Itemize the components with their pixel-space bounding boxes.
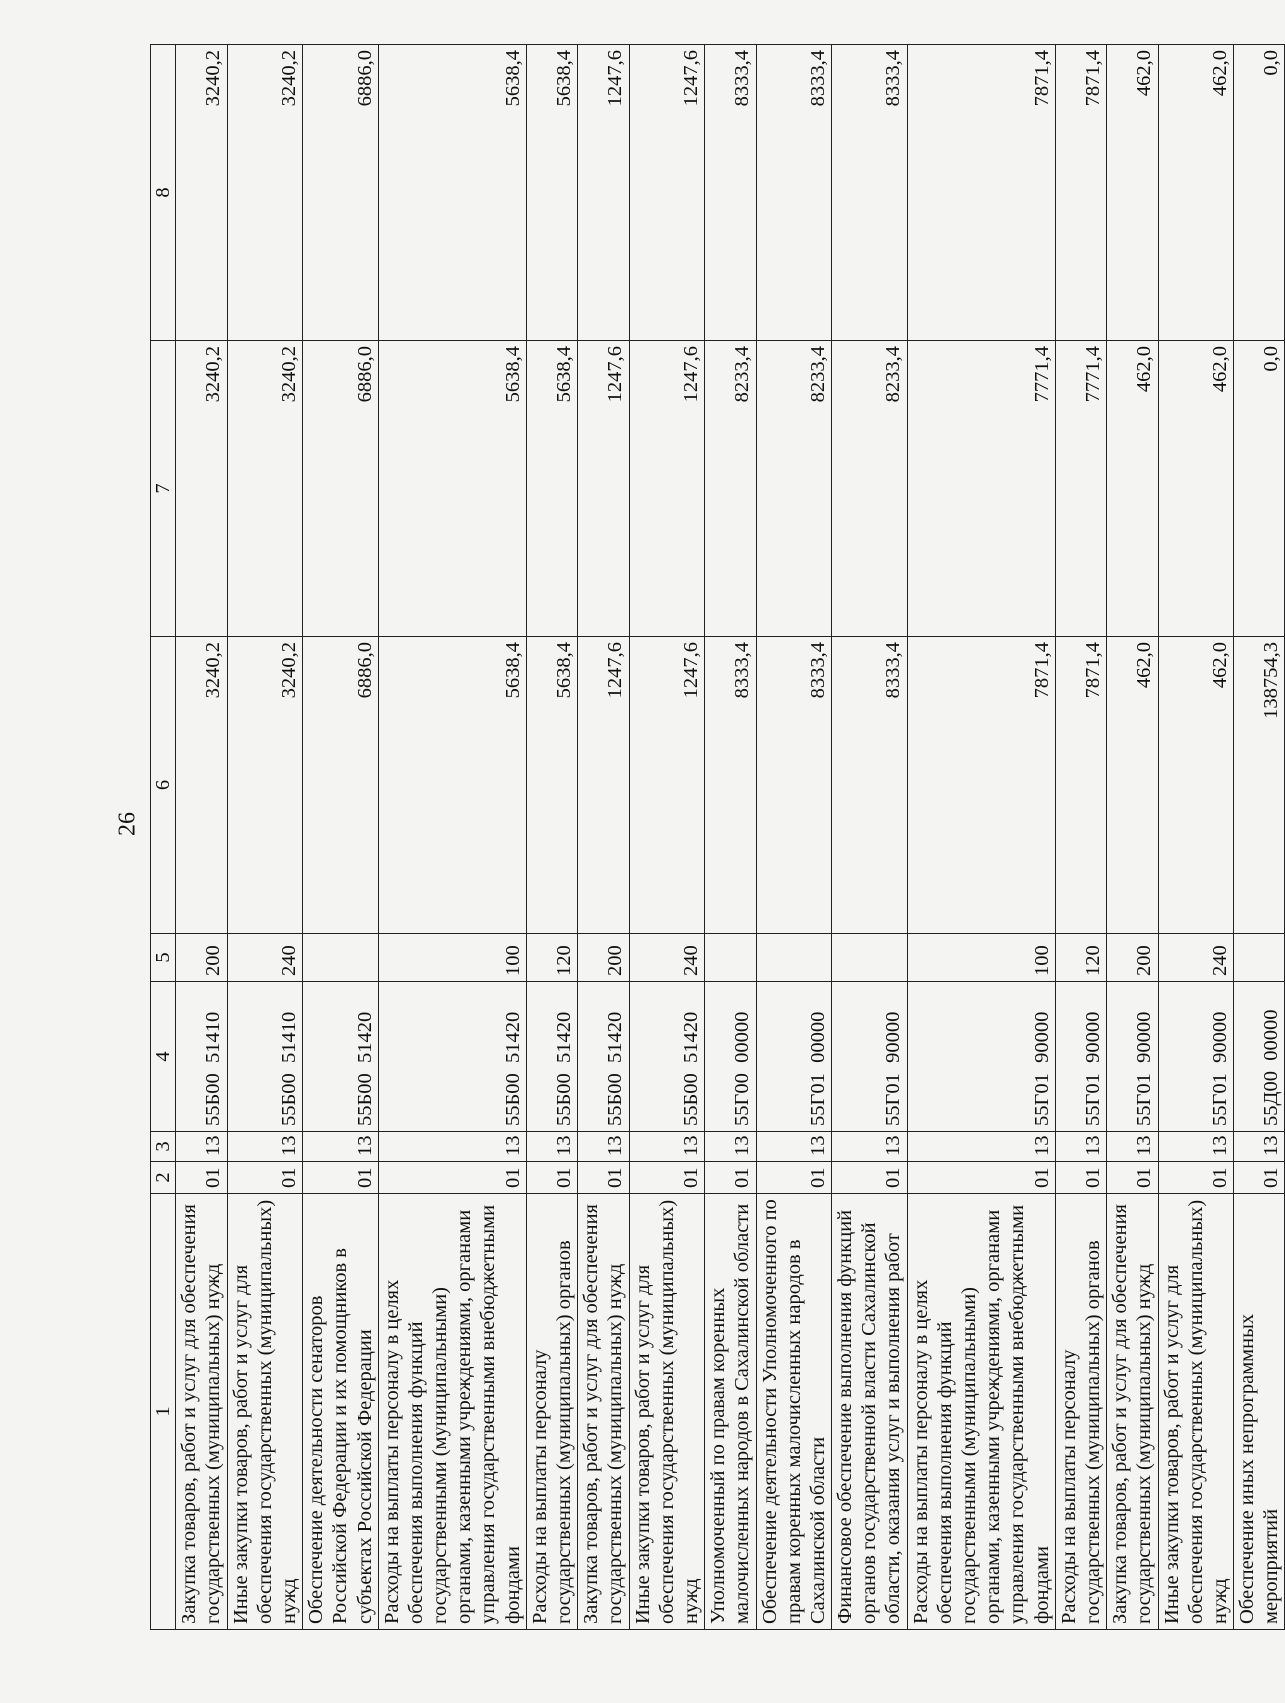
amount-col8-cell: 462,0 — [1158, 45, 1234, 341]
target-article-cell: 55Г01 90000 — [832, 982, 908, 1132]
table-row — [578, 45, 629, 1630]
column-header: 5 — [151, 934, 176, 982]
section-code-cell: 01 — [756, 1162, 832, 1194]
expense-type-cell: 200 — [176, 934, 227, 982]
row-name-cell: Уполномоченный по правам коренных малочисленных народов в Сахалинской области — [705, 1194, 756, 1630]
section-code-cell: 01 — [303, 1162, 379, 1194]
amount-col6-cell: 462,0 — [1107, 637, 1158, 934]
expense-type-cell: 100 — [378, 934, 526, 982]
table-row — [1234, 45, 1285, 1630]
amount-col8-cell: 7871,4 — [1055, 45, 1106, 341]
expense-type-cell — [705, 934, 756, 982]
target-article-cell: 55Б00 51420 — [526, 982, 577, 1132]
column-header: 1 — [151, 1194, 176, 1630]
column-header: 3 — [151, 1132, 176, 1162]
amount-col8-cell: 1247,6 — [578, 45, 629, 341]
section-code-cell: 01 — [832, 1162, 908, 1194]
amount-col6-cell: 7871,4 — [1055, 637, 1106, 934]
expense-type-cell — [756, 934, 832, 982]
table-row — [303, 45, 379, 1630]
amount-col7-cell: 3240,2 — [227, 341, 303, 637]
row-name-cell: Обеспечение иных непрограммных мероприятий — [1234, 1194, 1285, 1630]
amount-col8-cell: 462,0 — [1107, 45, 1158, 341]
amount-col6-cell: 3240,2 — [176, 637, 227, 934]
row-name-cell: Расходы на выплаты персоналу государственных (муниципальных) органов — [526, 1194, 577, 1630]
amount-col6-cell: 1247,6 — [578, 637, 629, 934]
table-row — [378, 45, 526, 1630]
section-code-cell: 01 — [705, 1162, 756, 1194]
expense-type-cell: 240 — [227, 934, 303, 982]
amount-col7-cell: 6886,0 — [303, 341, 379, 637]
subsection-code-cell: 13 — [227, 1132, 303, 1162]
subsection-code-cell: 13 — [526, 1132, 577, 1162]
amount-col7-cell: 1247,6 — [578, 341, 629, 637]
table-row — [176, 45, 227, 1630]
subsection-code-cell: 13 — [378, 1132, 526, 1162]
row-name-cell: Расходы на выплаты персоналу государственных (муниципальных) органов — [1055, 1194, 1106, 1630]
table-row — [832, 45, 908, 1630]
section-code-cell: 01 — [378, 1162, 526, 1194]
section-code-cell: 01 — [227, 1162, 303, 1194]
expense-type-cell: 120 — [526, 934, 577, 982]
amount-col6-cell: 8333,4 — [756, 637, 832, 934]
table-row — [629, 45, 705, 1630]
table-body — [176, 45, 1285, 1630]
amount-col7-cell: 5638,4 — [526, 341, 577, 637]
subsection-code-cell: 13 — [705, 1132, 756, 1162]
amount-col8-cell: 1247,6 — [629, 45, 705, 341]
target-article-cell: 55Б00 51420 — [303, 982, 379, 1132]
subsection-code-cell: 13 — [1234, 1132, 1285, 1162]
page-number: 26 — [114, 812, 141, 836]
target-article-cell: 55Г01 90000 — [907, 982, 1055, 1132]
section-code-cell: 01 — [1158, 1162, 1234, 1194]
target-article-cell: 55Г01 00000 — [756, 982, 832, 1132]
table-row — [1158, 45, 1234, 1630]
amount-col6-cell: 5638,4 — [526, 637, 577, 934]
subsection-code-cell: 13 — [756, 1132, 832, 1162]
expense-type-cell: 100 — [907, 934, 1055, 982]
target-article-cell: 55Г00 00000 — [705, 982, 756, 1132]
expense-type-cell: 240 — [629, 934, 705, 982]
table-row — [705, 45, 756, 1630]
amount-col8-cell: 0,0 — [1234, 45, 1285, 341]
amount-col7-cell: 462,0 — [1107, 341, 1158, 637]
amount-col6-cell: 462,0 — [1158, 637, 1234, 934]
amount-col7-cell: 8233,4 — [756, 341, 832, 637]
table-row — [907, 45, 1055, 1630]
amount-col7-cell: 8233,4 — [705, 341, 756, 637]
section-code-cell: 01 — [578, 1162, 629, 1194]
amount-col8-cell: 5638,4 — [526, 45, 577, 341]
amount-col7-cell: 5638,4 — [378, 341, 526, 637]
amount-col7-cell: 3240,2 — [176, 341, 227, 637]
row-name-cell: Расходы на выплаты персоналу в целях обеспечения выполнения функций государственными (муниципальными) органами, казенными учреждениями, органами управления государственными внебюджетными фондами — [378, 1194, 526, 1630]
amount-col8-cell: 6886,0 — [303, 45, 379, 341]
expense-type-cell: 200 — [1107, 934, 1158, 982]
row-name-cell: Закупка товаров, работ и услуг для обеспечения государственных (муниципальных) нужд — [1107, 1194, 1158, 1630]
column-header: 2 — [151, 1162, 176, 1194]
table-row — [227, 45, 303, 1630]
target-article-cell: 55Б00 51420 — [578, 982, 629, 1132]
section-code-cell: 01 — [629, 1162, 705, 1194]
target-article-cell: 55Д00 00000 — [1234, 982, 1285, 1132]
subsection-code-cell: 13 — [1055, 1132, 1106, 1162]
amount-col7-cell: 462,0 — [1158, 341, 1234, 637]
table-row — [756, 45, 832, 1630]
target-article-cell: 55Г01 90000 — [1107, 982, 1158, 1132]
budget-table — [150, 44, 1285, 1630]
row-name-cell: Закупка товаров, работ и услуг для обеспечения государственных (муниципальных) нужд — [176, 1194, 227, 1630]
target-article-cell: 55Г01 90000 — [1158, 982, 1234, 1132]
amount-col8-cell: 8333,4 — [756, 45, 832, 341]
section-code-cell: 01 — [1055, 1162, 1106, 1194]
amount-col8-cell: 8333,4 — [832, 45, 908, 341]
amount-col8-cell: 3240,2 — [227, 45, 303, 341]
section-code-cell: 01 — [176, 1162, 227, 1194]
amount-col7-cell: 7771,4 — [907, 341, 1055, 637]
target-article-cell: 55Б00 51410 — [227, 982, 303, 1132]
amount-col7-cell: 0,0 — [1234, 341, 1285, 637]
expense-type-cell — [303, 934, 379, 982]
amount-col8-cell: 7871,4 — [907, 45, 1055, 341]
expense-type-cell: 240 — [1158, 934, 1234, 982]
target-article-cell: 55Г01 90000 — [1055, 982, 1106, 1132]
table-row — [526, 45, 577, 1630]
row-name-cell: Обеспечение деятельности Уполномоченного по правам коренных малочисленных народов в Сахалинской области — [756, 1194, 832, 1630]
expense-type-cell — [1234, 934, 1285, 982]
column-header: 4 — [151, 982, 176, 1132]
section-code-cell: 01 — [1107, 1162, 1158, 1194]
amount-col6-cell: 5638,4 — [378, 637, 526, 934]
table-row — [1055, 45, 1106, 1630]
amount-col6-cell: 7871,4 — [907, 637, 1055, 934]
target-article-cell: 55Б00 51420 — [378, 982, 526, 1132]
subsection-code-cell: 13 — [1158, 1132, 1234, 1162]
section-code-cell: 01 — [1234, 1162, 1285, 1194]
amount-col6-cell: 6886,0 — [303, 637, 379, 934]
target-article-cell: 55Б00 51410 — [176, 982, 227, 1132]
subsection-code-cell: 13 — [578, 1132, 629, 1162]
subsection-code-cell: 13 — [907, 1132, 1055, 1162]
row-name-cell: Обеспечение деятельности сенаторов Российской Федерации и их помощников в субъектах Российской Федерации — [303, 1194, 379, 1630]
rotated-page-content — [150, 45, 1283, 1630]
amount-col7-cell: 8233,4 — [832, 341, 908, 637]
table-row — [1107, 45, 1158, 1630]
amount-col6-cell: 138754,3 — [1234, 637, 1285, 934]
column-header: 7 — [151, 341, 176, 637]
row-name-cell: Закупка товаров, работ и услуг для обеспечения государственных (муниципальных) нужд — [578, 1194, 629, 1630]
amount-col8-cell: 3240,2 — [176, 45, 227, 341]
amount-col6-cell: 8333,4 — [705, 637, 756, 934]
subsection-code-cell: 13 — [176, 1132, 227, 1162]
subsection-code-cell: 13 — [1107, 1132, 1158, 1162]
target-article-cell: 55Б00 51420 — [629, 982, 705, 1132]
row-name-cell: Расходы на выплаты персоналу в целях обеспечения выполнения функций государственными (муниципальными) органами, казенными учреждениями, органами управления государственными внебюджетными фондами — [907, 1194, 1055, 1630]
amount-col8-cell: 5638,4 — [378, 45, 526, 341]
expense-type-cell — [832, 934, 908, 982]
row-name-cell: Иные закупки товаров, работ и услуг для обеспечения государственных (муниципальных) нужд — [227, 1194, 303, 1630]
subsection-code-cell: 13 — [303, 1132, 379, 1162]
row-name-cell: Финансовое обеспечение выполнения функций органов государственной власти Сахалинской области, оказания услуг и выполнения работ — [832, 1194, 908, 1630]
row-name-cell: Иные закупки товаров, работ и услуг для обеспечения государственных (муниципальных) нужд — [1158, 1194, 1234, 1630]
amount-col6-cell: 3240,2 — [227, 637, 303, 934]
amount-col8-cell: 8333,4 — [705, 45, 756, 341]
row-name-cell: Иные закупки товаров, работ и услуг для обеспечения государственных (муниципальных) нужд — [629, 1194, 705, 1630]
section-code-cell: 01 — [526, 1162, 577, 1194]
subsection-code-cell: 13 — [629, 1132, 705, 1162]
amount-col6-cell: 8333,4 — [832, 637, 908, 934]
expense-type-cell: 200 — [578, 934, 629, 982]
section-code-cell: 01 — [907, 1162, 1055, 1194]
expense-type-cell: 120 — [1055, 934, 1106, 982]
amount-col7-cell: 1247,6 — [629, 341, 705, 637]
amount-col7-cell: 7771,4 — [1055, 341, 1106, 637]
column-header: 8 — [151, 45, 176, 341]
column-header: 6 — [151, 637, 176, 934]
amount-col6-cell: 1247,6 — [629, 637, 705, 934]
column-number-row — [151, 45, 176, 1630]
subsection-code-cell: 13 — [832, 1132, 908, 1162]
